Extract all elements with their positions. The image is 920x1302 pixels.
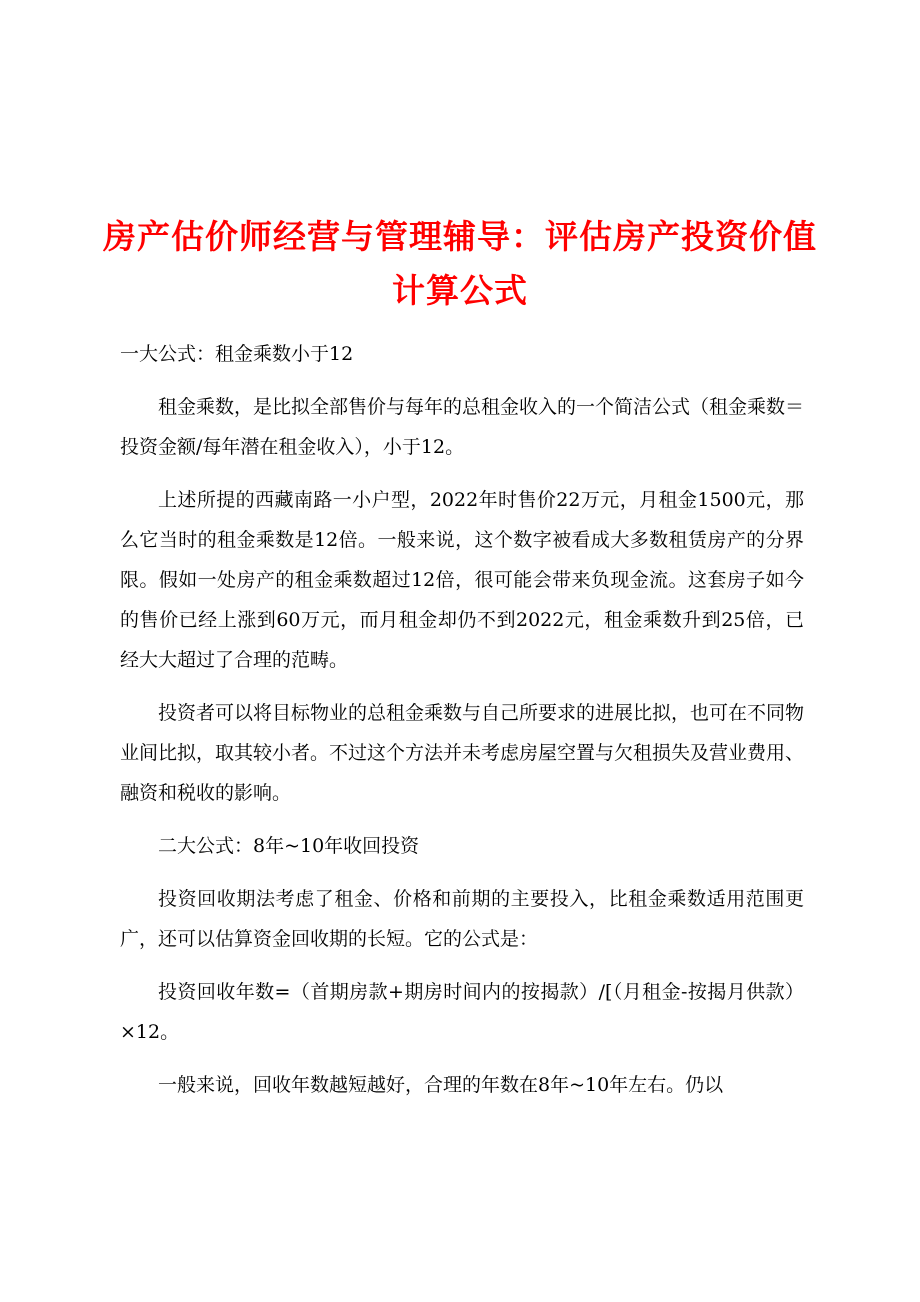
section-heading-2: 二大公式：8年~10年收回投资 <box>158 835 420 857</box>
paragraph-4: 投资回收期法考虑了租金、价格和前期的主要投入，比租金乘数适用范围更广，还可以估算资金回收期的长短。它的公式是： <box>120 888 804 950</box>
formula-paragraph: 投资回收年数=（首期房款+期房时间内的按揭款）/[（月租金-按揭月供款）×12。 <box>120 981 804 1043</box>
paragraph-1: 租金乘数，是比拟全部售价与每年的总租金收入的一个简洁公式（租金乘数＝投资金额/每年潜在租金收入），小于12。 <box>120 396 805 458</box>
document-body <box>120 334 804 1118</box>
paragraph-2: 上述所提的西藏南路一小户型，2022年时售价22万元，月租金1500元，那么它当时的租金乘数是12倍。一般来说，这个数字被看成大多数租赁房产的分界限。假如一处房产的租金乘数超过12倍，很可能会带来负现金流。这套房子如今的售价已经上涨到60万元，而月租金却仍不到2022元，租金乘数升到25倍，已经大大超过了合理的范畴。 <box>120 489 804 671</box>
paragraph-5: 一般来说，回收年数越短越好，合理的年数在8年~10年左右。仍以 <box>158 1074 724 1096</box>
paragraph-3: 投资者可以将目标物业的总租金乘数与自己所要求的进展比拟，也可在不同物业间比拟，取其较小者。不过这个方法并未考虑房屋空置与欠租损失及营业费用、融资和税收的影响。 <box>120 702 805 804</box>
document-title: 房产估价师经营与管理辅导：评估房产投资价值计算公式 <box>103 217 817 311</box>
section-heading-1: 一大公式：租金乘数小于12 <box>120 343 354 365</box>
